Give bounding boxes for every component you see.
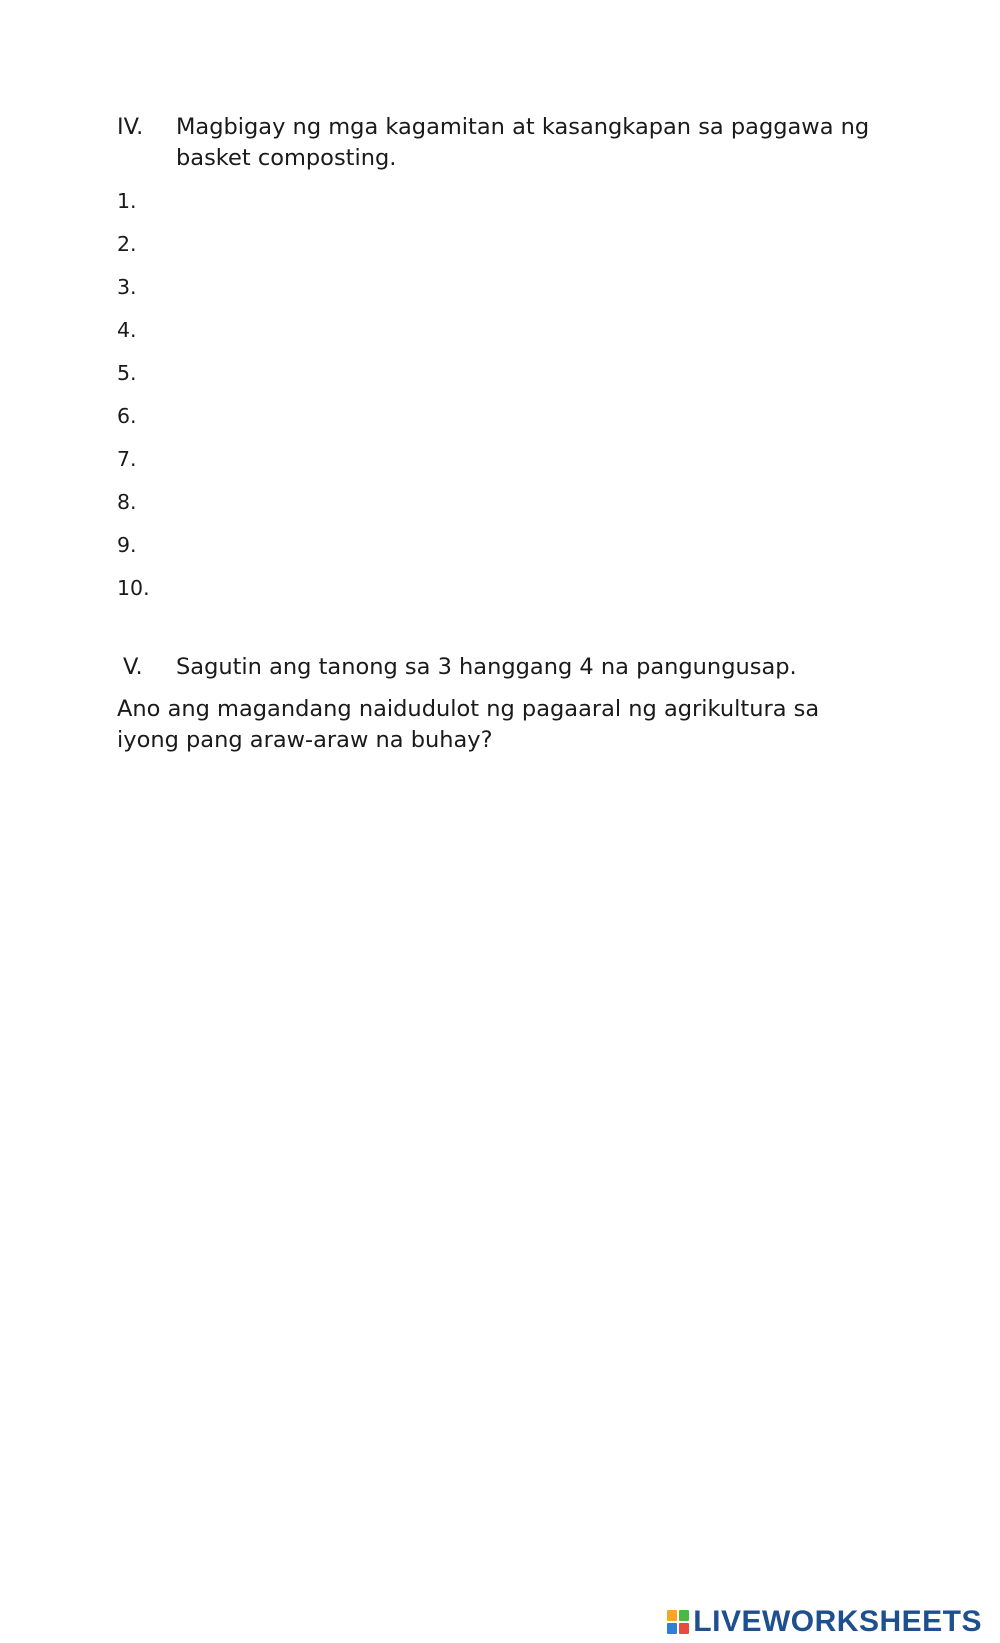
answer-item: 2. [117, 232, 137, 256]
section-iv-numeral: IV. [117, 114, 144, 140]
answer-item: 3. [117, 275, 137, 299]
section-v [117, 652, 877, 756]
answer-item: 10. [117, 576, 150, 600]
section-iv-heading [117, 112, 877, 174]
section-v-question: Ano ang magandang naidudulot ng pagaaral ng agrikultura sa iyong pang araw-araw na buhay? [117, 696, 820, 753]
answer-item: 5. [117, 361, 137, 385]
liveworksheets-watermark [667, 1607, 982, 1637]
section-v-numeral: V. [123, 654, 143, 680]
section-v-heading [117, 652, 877, 683]
liveworksheets-logo-icon [667, 1610, 689, 1634]
answer-item: 4. [117, 318, 137, 342]
answer-item: 8. [117, 490, 137, 514]
answer-item: 7. [117, 447, 137, 471]
logo-square [667, 1623, 677, 1634]
answer-item: 6. [117, 404, 137, 428]
answer-list [117, 186, 877, 616]
section-v-instruction: Sagutin ang tanong sa 3 hanggang 4 na pangungusap. [176, 654, 797, 680]
liveworksheets-wordmark: LIVEWORKSHEETS [693, 1605, 982, 1638]
logo-square [679, 1623, 689, 1634]
section-iv-instruction: Magbigay ng mga kagamitan at kasangkapan sa paggawa ng basket composting. [176, 114, 870, 171]
answer-item: 1. [117, 189, 137, 213]
logo-square [667, 1610, 677, 1621]
logo-square [679, 1610, 689, 1621]
section-iv [117, 112, 877, 616]
answer-item: 9. [117, 533, 137, 557]
